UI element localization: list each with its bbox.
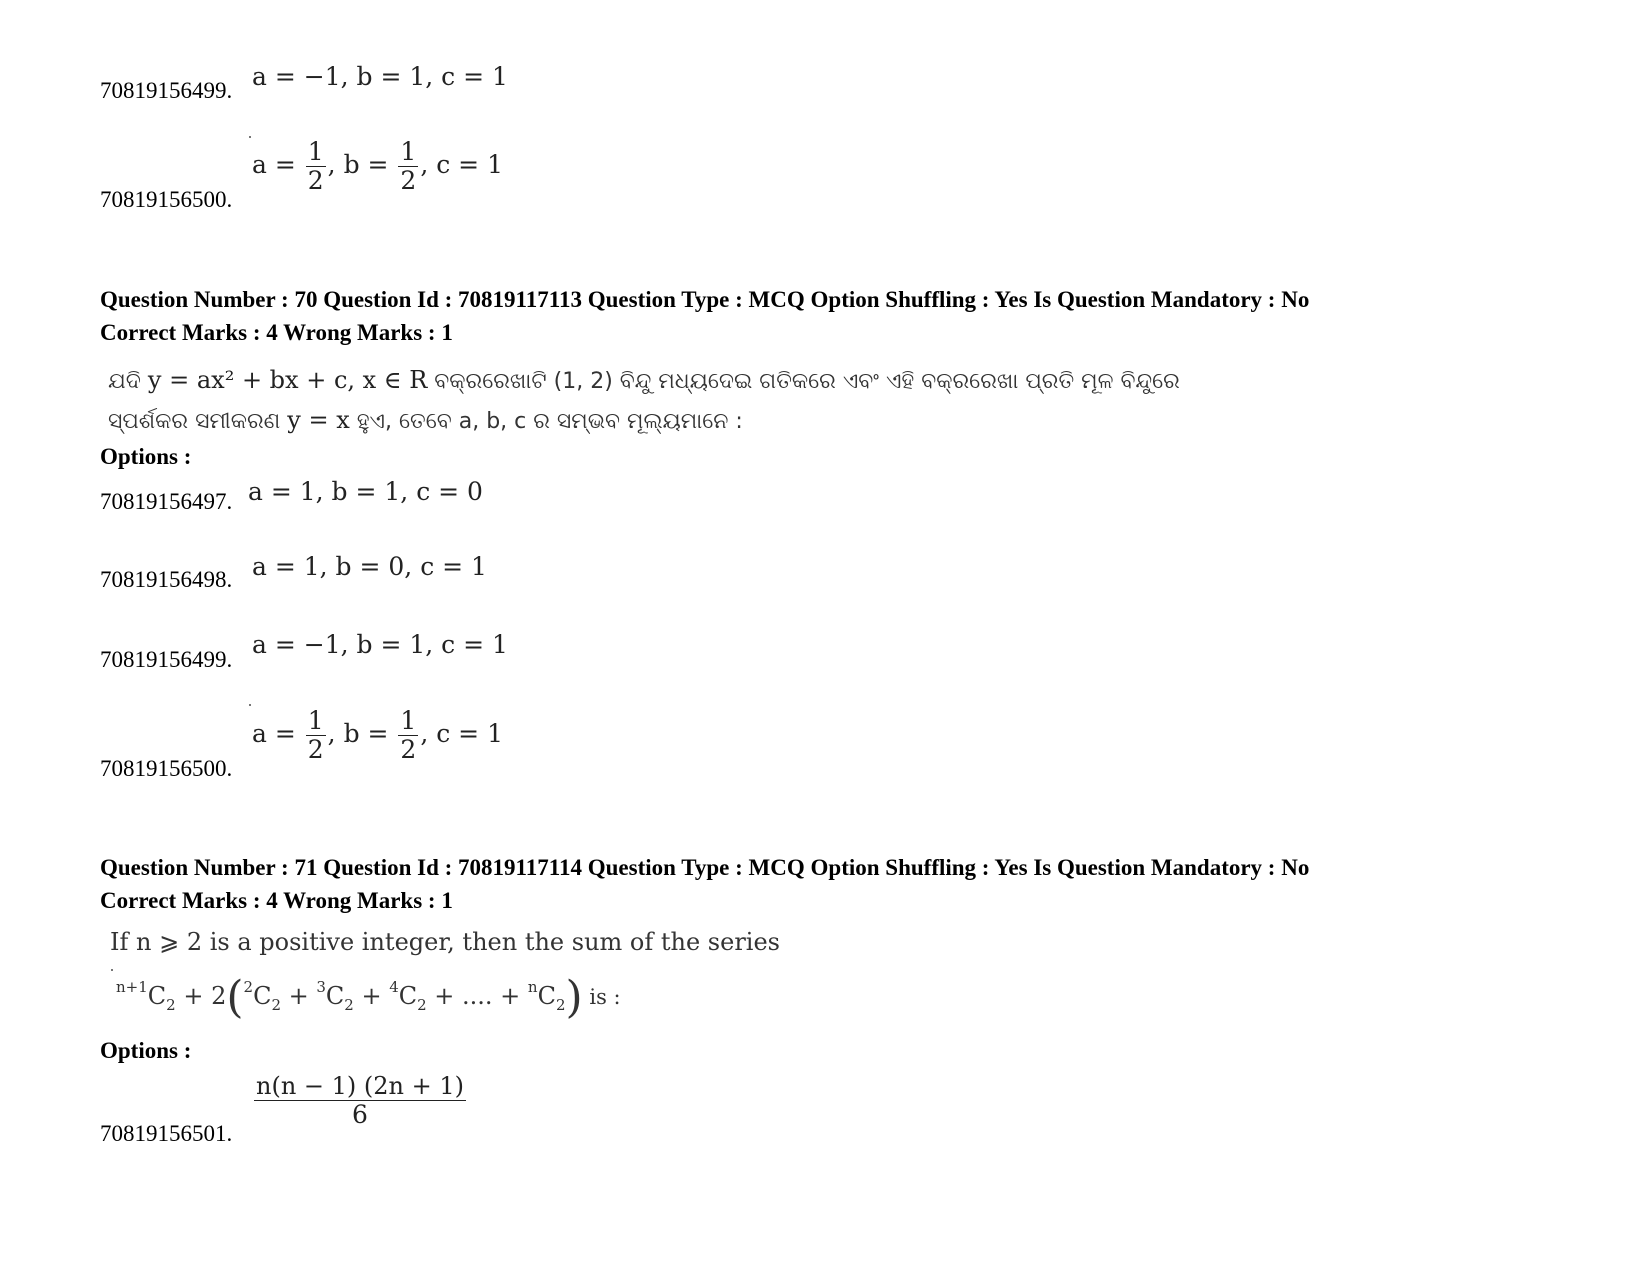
fraction: $\frac{1}{2}$ xyxy=(307,137,324,195)
option-id: 70819156499. xyxy=(100,647,233,672)
question-marks: Correct Marks : 4 Wrong Marks : 1 xyxy=(100,888,453,913)
question-header: Question Number : 70 Question Id : 70819117113 Question Type : MCQ Option Shuffling : Yes Is Question Mandatory : No xyxy=(100,287,1310,312)
option-id: 70819156501. xyxy=(100,1121,233,1146)
question-text-line: ସ୍ପର୍ଶକର ସମୀକରଣ y = x ହୁଏ, ତେବେ a, b, c ର ସମ୍ଭବ ମୂଲ୍ୟମାନେ : xyxy=(108,406,743,434)
option-id: 70819156500. xyxy=(100,187,233,212)
option-id: 70819156497. xyxy=(100,489,233,514)
fraction: $\frac{1}{2}$ xyxy=(400,706,417,764)
options-label: Options : xyxy=(100,444,192,469)
option-expression xyxy=(252,1072,468,1129)
decorative-dot xyxy=(249,704,251,706)
options-label: Options : xyxy=(100,1038,192,1063)
option-expression: a = −1, b = 1, c = 1 xyxy=(252,62,508,91)
option-id: 70819156498. xyxy=(100,567,233,592)
option-expression: a = 1, b = 0, c = 1 xyxy=(252,552,487,581)
option-expression: a = $\frac{1}{2}$ , b = $\frac{1}{2}$ , c = 1 xyxy=(252,706,503,764)
question-marks: Correct Marks : 4 Wrong Marks : 1 xyxy=(100,320,453,345)
question-header: Question Number : 71 Question Id : 70819117114 Question Type : MCQ Option Shuffling : Yes Is Question Mandatory : No xyxy=(100,855,1310,880)
fraction: $\frac{1}{2}$ xyxy=(400,137,417,195)
question-text-line: If n ⩾ 2 is a positive integer, then the sum of the series xyxy=(110,928,780,956)
option-expression: a = 1, b = 1, c = 0 xyxy=(248,477,483,506)
fraction: $\frac{n(n - 1) (2n + 1)}{6}$ xyxy=(256,1072,464,1129)
option-expression: a = $\frac{1}{2}$ , b = $\frac{1}{2}$ , c = 1 xyxy=(252,137,503,195)
option-id: 70819156500. xyxy=(100,756,233,781)
decorative-dot xyxy=(249,136,251,138)
fraction: $\frac{1}{2}$ xyxy=(307,706,324,764)
series-expression: $^{n+1}C_2 + 2(^2C_2 + ^3C_2 + ^4C_2$ + .... + $^nC_2$) is : xyxy=(116,972,621,1023)
option-expression: a = −1, b = 1, c = 1 xyxy=(252,630,508,659)
decorative-dot xyxy=(111,969,113,971)
option-id: 70819156499. xyxy=(100,78,233,103)
question-text-line: ଯଦି y = ax² + bx + c, x ∈ R ବକ୍ରରେଖାଟି (1, 2) ବିନ୍ଦୁ ମଧ୍ୟଦେଇ ଗତିକରେ ଏବଂ ଏହି ବକ୍ରରେଖା ପ୍ରତି ମୂଳ ବିନ୍ଦୁରେ xyxy=(108,366,1180,394)
